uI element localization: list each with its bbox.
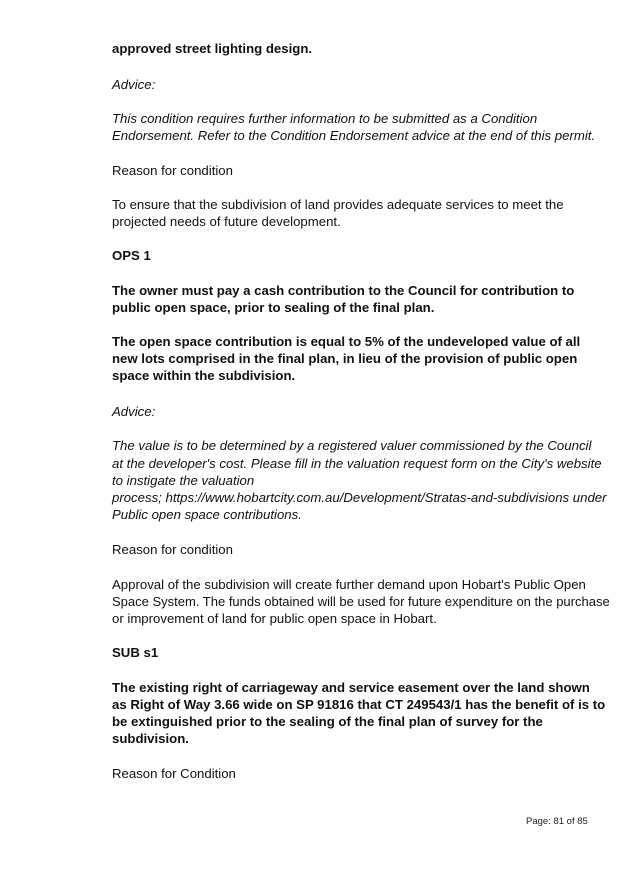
advice-text-line: at the developer's cost. Please fill in the valuation request form on the City's website	[112, 456, 602, 471]
condition-text-line: as Right of Way 3.66 wide on SP 91816 that CT 249543/1 has the benefit of is to	[112, 697, 606, 712]
condition-text-line: space within the subdivision.	[112, 368, 296, 383]
condition-text-line: The existing right of carriageway and service easement over the land shown	[112, 680, 590, 695]
reason-heading: Reason for condition	[112, 163, 233, 178]
advice-text-line: Endorsement. Refer to the Condition Endorsement advice at the end of this permit.	[112, 128, 596, 143]
advice-text-line: The value is to be determined by a registered valuer commissioned by the Council	[112, 438, 592, 453]
condition-text-line: be extinguished prior to the sealing of the final plan of survey for the	[112, 714, 543, 729]
reason-heading: Reason for Condition	[112, 766, 236, 781]
reason-text-line: To ensure that the subdivision of land provides adequate services to meet the	[112, 197, 564, 212]
condition-code-heading: SUB s1	[112, 645, 159, 660]
advice-heading: Advice:	[112, 77, 156, 92]
condition-text-line: public open space, prior to sealing of the final plan.	[112, 300, 435, 315]
condition-text-line: approved street lighting design.	[112, 41, 313, 56]
reason-text-line: or improvement of land for public open space in Hobart.	[112, 611, 437, 626]
reason-text-line: Approval of the subdivision will create further demand upon Hobart's Public Open	[112, 577, 586, 592]
page-number: Page: 81 of 85	[526, 816, 588, 827]
advice-heading: Advice:	[112, 404, 156, 419]
condition-text-line: The open space contribution is equal to 5% of the undeveloped value of all	[112, 334, 581, 349]
advice-text-line: to instigate the valuation	[112, 473, 255, 488]
advice-text-line: Public open space contributions.	[112, 507, 302, 522]
advice-text-line: process; https://www.hobartcity.com.au/Development/Stratas-and-subdivisions under	[112, 490, 607, 505]
condition-text-line: subdivision.	[112, 731, 189, 746]
condition-text-line: new lots comprised in the final plan, in lieu of the provision of public open	[112, 351, 578, 366]
reason-text-line: Space System. The funds obtained will be used for future expenditure on the purchase	[112, 594, 610, 609]
reason-text-line: projected needs of future development.	[112, 214, 341, 229]
advice-text-line: This condition requires further information to be submitted as a Condition	[112, 111, 538, 126]
condition-code-heading: OPS 1	[112, 248, 151, 263]
condition-text-line: The owner must pay a cash contribution to the Council for contribution to	[112, 283, 575, 298]
reason-heading: Reason for condition	[112, 542, 233, 557]
